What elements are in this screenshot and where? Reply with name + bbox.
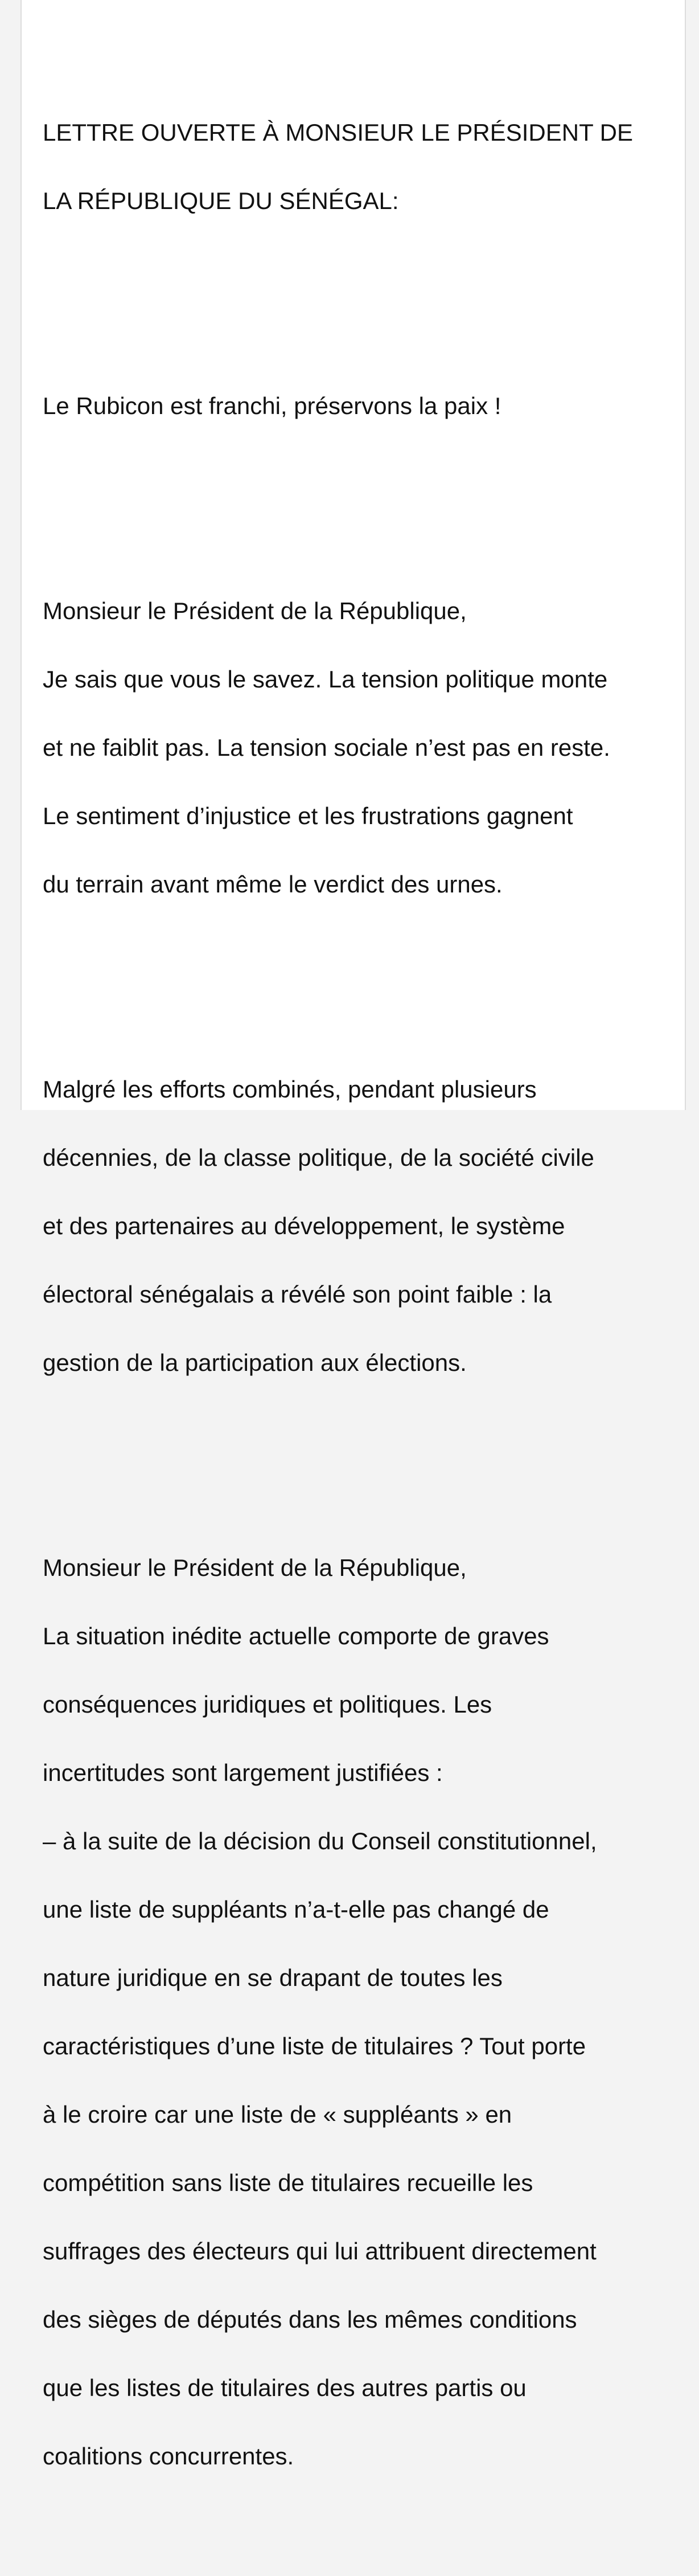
text-line: incertitudes sont largement justifiées : [43, 1759, 443, 1786]
text-line: coalitions concurrentes. [43, 2443, 294, 2469]
paragraph-3 [43, 1517, 675, 2508]
text-line: suffrages des électeurs qui lui attribuent directement [43, 2238, 597, 2264]
text-line: une liste de suppléants n’a-t-elle pas changé de [43, 1896, 549, 1923]
paragraph-1 [43, 560, 675, 936]
subtitle-line: Le Rubicon est franchi, préservons la paix ! [43, 392, 501, 419]
letter-subtitle [43, 355, 675, 457]
text-line: et des partenaires au développement, le système [43, 1213, 565, 1239]
text-line: électoral sénégalais a révélé son point faible : la [43, 1281, 552, 1308]
text-line: compétition sans liste de titulaires recueille les [43, 2169, 533, 2196]
title-line: LETTRE OUVERTE À MONSIEUR LE PRÉSIDENT DE [43, 119, 633, 146]
letter-title [43, 81, 675, 252]
text-line: que les listes de titulaires des autres partis ou [43, 2374, 527, 2401]
text-line: des sièges de députés dans les mêmes conditions [43, 2306, 577, 2333]
text-line: Monsieur le Président de la République, [43, 597, 467, 624]
document-page [20, 0, 686, 2469]
text-line: Le sentiment d’injustice et les frustrations gagnent [43, 802, 573, 829]
text-line: et ne faiblit pas. La tension sociale n’est pas en reste. [43, 734, 610, 761]
text-line: conséquences juridiques et politiques. Les [43, 1691, 492, 1718]
text-line: décennies, de la classe politique, de la société civile [43, 1144, 594, 1171]
text-line: du terrain avant même le verdict des urnes. [43, 871, 503, 898]
text-line: La situation inédite actuelle comporte de graves [43, 1623, 549, 1649]
letter-body [43, 13, 675, 2576]
text-line: caractéristiques d’une liste de titulaires ? Tout porte [43, 2033, 586, 2059]
text-line: à le croire car une liste de « suppléants » en [43, 2101, 512, 2128]
text-line: – à la suite de la décision du Conseil constitutionnel, [43, 1828, 597, 1854]
text-line: Malgré les efforts combinés, pendant plusieurs [43, 1076, 537, 1103]
text-line: Monsieur le Président de la République, [43, 1554, 467, 1581]
paragraph-2 [43, 1038, 675, 1414]
text-line: gestion de la participation aux élections. [43, 1349, 467, 1376]
title-line: LA RÉPUBLIQUE DU SÉNÉGAL: [43, 187, 399, 214]
text-line: nature juridique en se drapant de toutes les [43, 1964, 503, 1991]
text-line: Je sais que vous le savez. La tension politique monte [43, 666, 608, 693]
